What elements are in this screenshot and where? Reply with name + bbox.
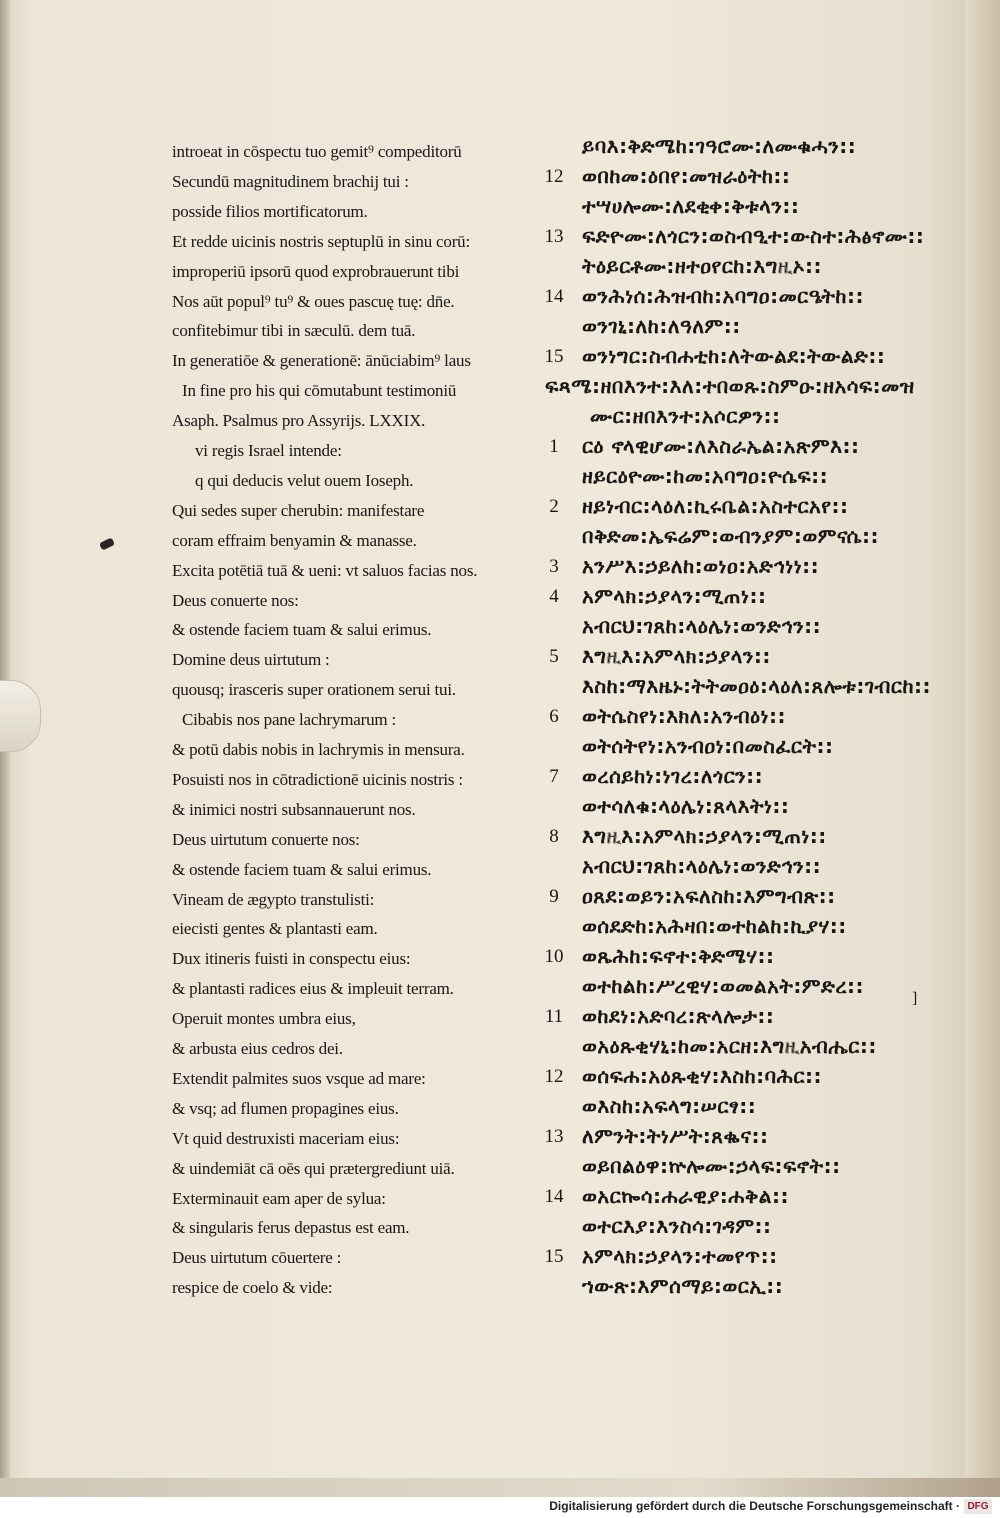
geez-line: ወከደነ:አድባረ:ጽላሎታ:: <box>582 1004 775 1028</box>
geez-line: ሙር:ዘበእንተ:አሶርዎን:: <box>590 404 781 428</box>
verse-number: 15 <box>544 346 564 367</box>
geez-line: ወንነግር:ስብሐቲከ:ለትውልደ:ትውልድ:: <box>582 344 886 368</box>
verse-number: 1 <box>549 436 559 457</box>
latin-line: & ostende faciem tuam & salui erimus. <box>172 620 432 640</box>
geez-line: ፍጻሜ:ዘበእንተ:እለ:ተበወጹ:ስምዑ:ዘአሳፍ:መዝ <box>545 374 915 398</box>
geez-line: ተሣሀሎሙ:ለደቂቀ:ቅቱላን:: <box>582 194 800 218</box>
verse-number: 12 <box>544 166 564 187</box>
latin-line: Domine deus uirtutum : <box>172 650 330 670</box>
verse-number: 8 <box>549 826 559 847</box>
geez-line: እግዚእ:አምላክ:ኃያላን:ሚጠነ:: <box>582 824 827 848</box>
latin-line: confitebimur tibi in sæculū. dem tuā. <box>172 321 416 341</box>
geez-line: አብርህ:ገጸከ:ላዕሌነ:ወንድኅን:: <box>582 614 822 638</box>
latin-line: Excita potētiā tuā & ueni: vt saluos facias nos. <box>172 560 478 580</box>
latin-line: & potū dabis nobis in lachrymis in mensura. <box>172 740 465 759</box>
digitization-footer <box>0 1497 1000 1518</box>
latin-line: Dux itineris fuisti in conspectu eius: <box>172 949 411 969</box>
geez-line: አምላክ:ኃያላን:ተመየጥ:: <box>582 1244 778 1268</box>
latin-line: & plantasti radices eius & impleuit terram. <box>172 979 454 999</box>
latin-line: improperiū ipsorū quod exprobrauerunt tibi <box>172 261 460 281</box>
latin-line: In generatiōe & generationē: ānūciabim⁹ laus <box>172 351 471 371</box>
latin-line: & uindemiāt cā oēs qui prætergrediunt uiā. <box>172 1158 455 1178</box>
geez-line: ወይበልዕዋ:ኵሎሙ:ኃላፍ:ፍኖት:: <box>582 1154 841 1178</box>
geez-line: ወረሰይከነ:ነገረ:ለጎርን:: <box>582 764 764 788</box>
geez-line: ወንሕነሰ:ሕዝብከ:አባግዐ:መርዔትከ:: <box>582 284 864 308</box>
geez-line: ወትሰትየነ:አንብዐነ:በመስፈርት:: <box>582 734 834 758</box>
geez-line: ወሰደድከ:አሕዛበ:ወተከልከ:ኪያሃ:: <box>582 914 847 938</box>
latin-line: posside filios mortificatorum. <box>172 201 368 221</box>
page-bottom-edge <box>0 1478 1000 1497</box>
geez-line: ወተሳለቁ:ላዕሌነ:ጸላእትነ:: <box>582 794 790 818</box>
geez-line: ትዕይርቶሙ:ዘተዐየርከ:እግዚኦ:: <box>582 254 822 278</box>
latin-line: Asaph. Psalmus pro Assyrijs. LXXIX. <box>172 411 426 431</box>
margin-mark: ] <box>912 990 918 1007</box>
geez-line: ርዕ ኖላዊሆሙ:ለእስራኤል:አጽምእ:: <box>582 434 860 458</box>
latin-line: & ostende faciem tuam & salui erimus. <box>172 859 432 879</box>
verse-number: 13 <box>544 1126 564 1147</box>
geez-line: እስከ:ማእዜኑ:ትትመዐዕ:ላዕለ:ጸሎቱ:ገብርከ:: <box>582 674 932 698</box>
geez-line: ኀውጽ:እምሰማይ:ወርኢ:: <box>582 1274 784 1298</box>
latin-line: Posuisti nos in cōtradictionē uicinis nostris : <box>172 769 463 789</box>
geez-line: ወተርእያ:እንስሳ:ገዳም:: <box>582 1214 772 1238</box>
geez-line: ወበከመ:ዕበየ:መዝራዕትከ:: <box>582 164 791 188</box>
latin-line: Qui sedes super cherubin: manifestare <box>172 500 425 520</box>
latin-line: & singularis ferus depastus est eam. <box>172 1218 410 1238</box>
verse-number: 14 <box>544 286 564 307</box>
latin-line: Vt quid destruxisti maceriam eius: <box>172 1128 400 1148</box>
latin-line: Extendit palmites suos vsque ad mare: <box>172 1068 426 1088</box>
verse-number: 2 <box>549 496 559 517</box>
verse-number: 14 <box>544 1186 564 1207</box>
verse-number: 15 <box>544 1246 564 1267</box>
latin-line: & vsq; ad flumen propagines eius. <box>172 1098 399 1118</box>
geez-line: ወተከልከ:ሥረዊሃ:ወመልአት:ምድረ:: <box>582 974 865 998</box>
geez-line: ፍድዮሙ:ለጎርን:ወስብዒተ:ውስተ:ሕፅኖሙ:: <box>582 224 925 248</box>
latin-line: quousq; irasceris super orationem serui tui. <box>172 680 456 700</box>
geez-line: ለምንት:ትነሥት:ጸቈና:: <box>582 1124 769 1148</box>
geez-line: ዐጸደ:ወይን:አፍለስከ:እምግብጽ:: <box>582 884 836 908</box>
latin-line: Secundū magnitudinem brachij tui : <box>172 171 409 191</box>
latin-line: vi regis Israel intende: <box>195 441 342 460</box>
verse-number: 6 <box>549 706 559 727</box>
geez-line: ወአርኰሳ:ሐራዊያ:ሐቅል:: <box>582 1184 789 1208</box>
dfg-logo: DFG <box>964 1499 992 1514</box>
latin-line: eiecisti gentes & plantasti eam. <box>172 919 378 939</box>
latin-line: introeat in cōspectu tuo gemit⁹ compeditorū <box>172 142 462 161</box>
verse-number: 3 <box>549 556 559 577</box>
geez-line: ወእስከ:አፍላግ:ሠርፃ:: <box>582 1094 757 1118</box>
latin-line: Nos aūt popul⁹ tu⁹ & oues pascuę tuę: dn̄e. <box>172 291 455 311</box>
latin-line: Et redde uicinis nostris septuplū in sinu corū: <box>172 231 470 251</box>
geez-line: ወአዕጹቂሃኒ:ከመ:አርዘ:እግዚአብሔር:: <box>582 1034 877 1058</box>
latin-line: Vineam de ægypto transtulisti: <box>172 889 375 909</box>
latin-line: Operuit montes umbra eius, <box>172 1009 356 1029</box>
verse-number: 4 <box>549 586 559 607</box>
verse-number: 10 <box>544 946 564 967</box>
geez-line: ይባእ:ቅድሜከ:ገዓሮሙ:ለሙቁሓን:: <box>582 134 857 158</box>
geez-line: ወንገኒ:ለከ:ለዓለም:: <box>582 314 741 338</box>
geez-line: አንሥእ:ኃይለከ:ወነዐ:አድኅነነ:: <box>582 554 820 578</box>
latin-line: q qui deducis velut ouem Ioseph. <box>195 470 414 490</box>
latin-line: In fine pro his qui cōmutabunt testimoniū <box>182 381 457 401</box>
latin-line: Deus uirtutum cōuertere : <box>172 1248 342 1268</box>
verse-number: 7 <box>549 766 559 787</box>
latin-line: & inimici nostri subsannauerunt nos. <box>172 799 416 819</box>
footer-credit: Digitalisierung gefördert durch die Deutsche Forschungsgemeinschaft · <box>549 1499 960 1513</box>
latin-line: & arbusta eius cedros dei. <box>172 1039 343 1058</box>
geez-line: አብርህ:ገጸከ:ላዕሌነ:ወንድኅን:: <box>582 854 822 878</box>
verse-number: 5 <box>549 646 559 667</box>
verse-number: 9 <box>549 886 559 907</box>
verse-number: 11 <box>544 1006 564 1027</box>
geez-line: ወትሴስየነ:እክለ:አንብዕነ:: <box>582 704 786 728</box>
geez-line: በቅድመ:ኤፍሬም:ወብንያም:ወምናሴ:: <box>582 524 880 548</box>
page-tab-marker <box>0 680 41 752</box>
latin-line: respice de coelo & vide: <box>172 1278 333 1298</box>
geez-line: አምላክ:ኃያላን:ሚጠነ:: <box>582 584 767 608</box>
geez-line: እግዚእ:አምላክ:ኃያላን:: <box>582 644 771 668</box>
verse-number: 13 <box>544 226 564 247</box>
page-fore-edge <box>965 0 1000 1497</box>
latin-line: Deus conuerte nos: <box>172 590 299 610</box>
geez-line: ወሰፍሐ:አዕጹቂሃ:እስከ:ባሕር:: <box>582 1064 822 1088</box>
geez-line: ዘይነብር:ላዕለ:ኪሩቤል:አስተርአየ:: <box>582 494 849 518</box>
verse-number: 12 <box>544 1066 564 1087</box>
latin-line: coram effraim benyamin & manasse. <box>172 530 417 550</box>
latin-line: Cibabis nos pane lachrymarum : <box>182 710 397 730</box>
ink-stain <box>99 537 115 550</box>
latin-line: Deus uirtutum conuerte nos: <box>172 829 360 849</box>
geez-line: ወጼሕከ:ፍኖተ:ቅድሜሃ:: <box>582 944 775 968</box>
geez-line: ዘይርዕዮሙ:ከመ:አባግዐ:ዮሴፍ:: <box>582 464 829 488</box>
latin-line: Exterminauit eam aper de sylua: <box>172 1188 386 1208</box>
